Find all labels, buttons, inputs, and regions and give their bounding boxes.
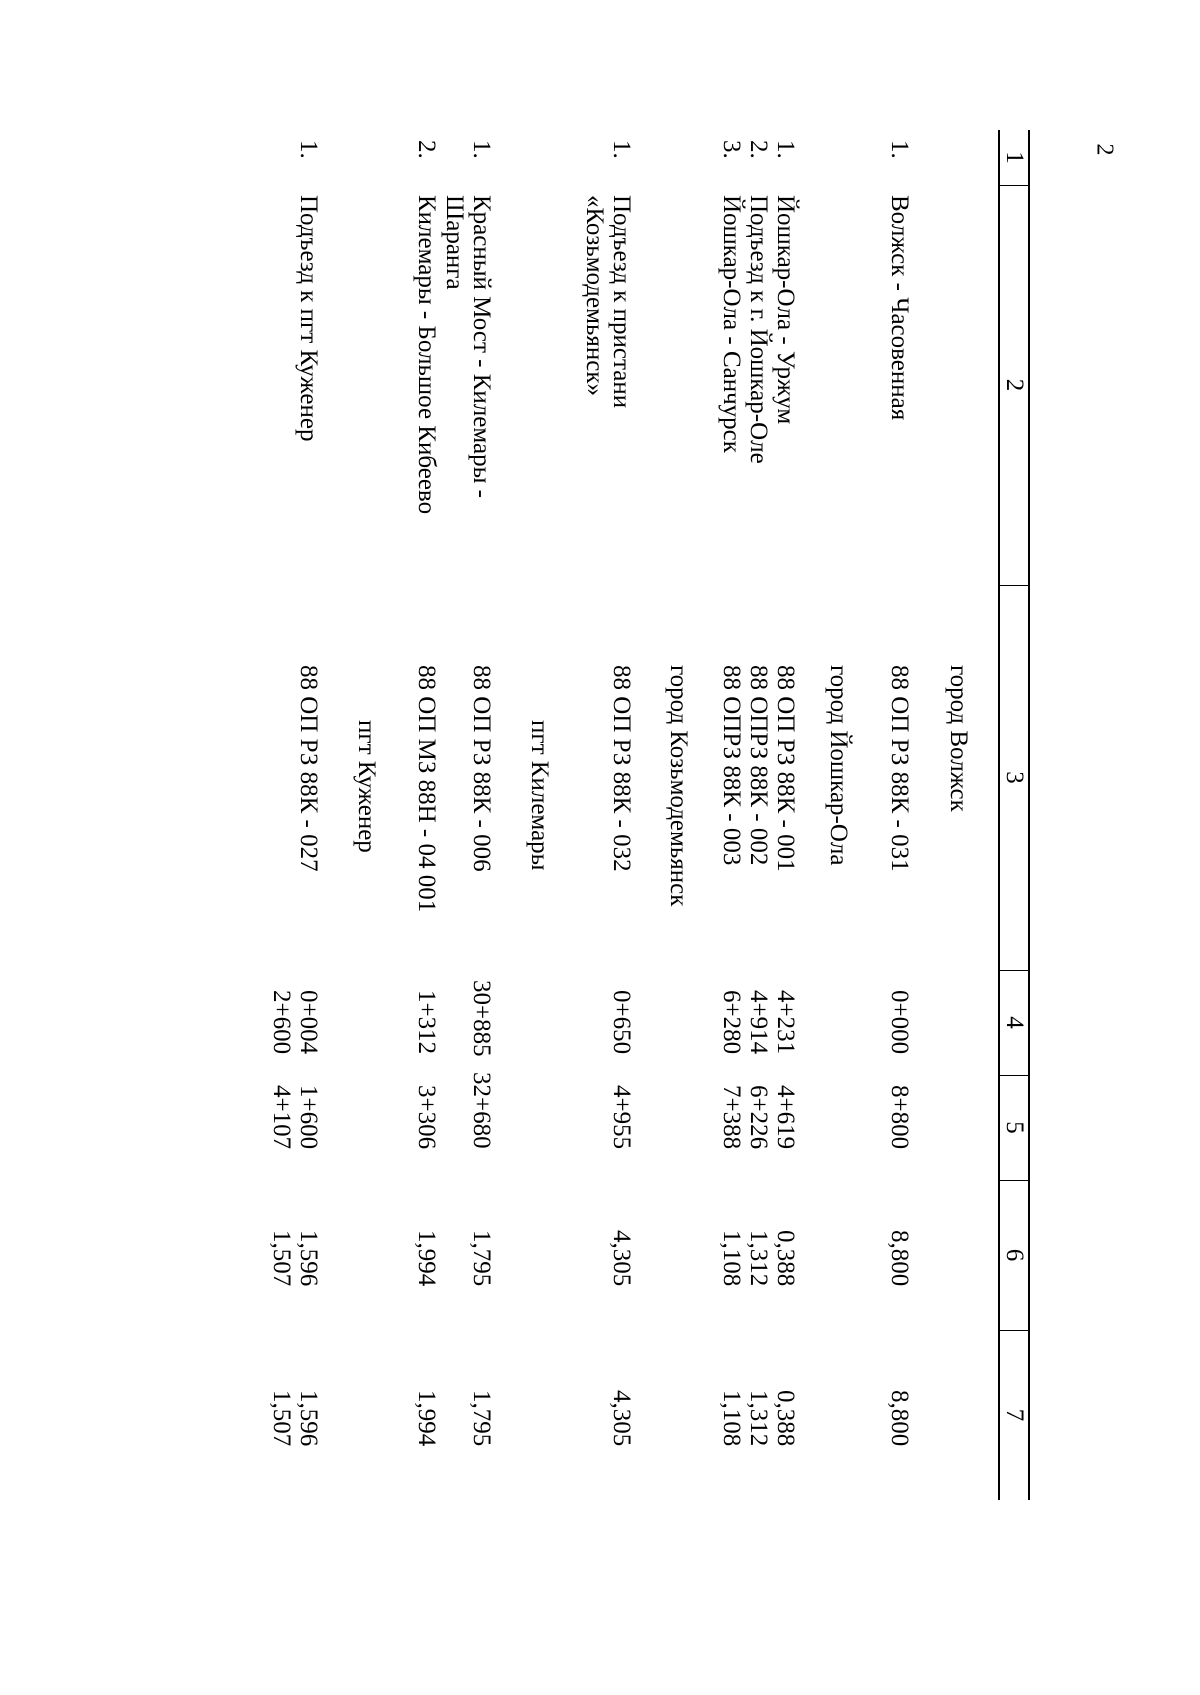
length-total: 4,305 — [608, 1390, 635, 1447]
length: 8,800 — [886, 1230, 913, 1287]
table-top-rule — [1028, 130, 1030, 1500]
km-end: 6+226 — [745, 1085, 772, 1150]
section-title: пгт Куженер — [353, 720, 380, 853]
column-number: 1 — [1001, 151, 1028, 164]
road-name: Подъезд к пгт Куженер — [295, 195, 322, 442]
length: 1,312 — [745, 1230, 772, 1287]
km-start: 4+231 — [772, 990, 799, 1055]
length-total: 1,994 — [413, 1390, 440, 1447]
length: 0,388 — [772, 1230, 799, 1287]
road-index: 88 ОП РЗ 88К - 006 — [468, 665, 495, 872]
column-number: 2 — [1001, 378, 1028, 392]
road-name: Йошкар-Ола - Уржум — [772, 195, 799, 425]
road-name: Килемары - Большое Кибеево — [413, 195, 440, 515]
row-number: 1. — [772, 140, 799, 159]
header-bottom-rule — [998, 130, 1000, 1500]
km-end: 1+600 4+107 — [268, 1085, 322, 1150]
row-number: 1. — [608, 140, 635, 159]
road-index: 88 ОП РЗ 88К - 032 — [608, 665, 635, 872]
row-number: 1. — [468, 140, 495, 159]
road-name: Подъезд к г. Йошкар-Оле — [745, 195, 772, 464]
row-number: 1. — [886, 140, 913, 159]
row-number: 1. — [295, 140, 322, 159]
row-number: 3. — [718, 140, 745, 159]
column-number: 6 — [1001, 1248, 1028, 1262]
length-total: 1,108 — [718, 1390, 745, 1447]
length-total: 0,388 — [772, 1390, 799, 1447]
roads-table — [30, 130, 1030, 1580]
column-number: 4 — [1001, 1016, 1028, 1029]
km-start: 30+885 — [468, 980, 495, 1057]
length: 4,305 — [608, 1230, 635, 1287]
road-name: Красный Мост - Килемары - Шаранга — [441, 195, 495, 498]
length-total: 1,596 1,507 — [268, 1390, 322, 1447]
column-number: 5 — [1001, 1121, 1028, 1134]
length-total: 1,795 — [468, 1390, 495, 1447]
km-start: 4+914 — [745, 990, 772, 1055]
length: 1,108 — [718, 1230, 745, 1287]
km-end: 7+388 — [718, 1085, 745, 1150]
km-end: 4+619 — [772, 1085, 799, 1150]
section-title: город Козьмодемьянск — [665, 665, 692, 907]
road-index: 88 ОП РЗ 88К - 031 — [886, 665, 913, 872]
column-number: 3 — [1001, 771, 1028, 784]
km-start: 0+004 2+600 — [268, 990, 322, 1055]
length: 1,795 — [468, 1230, 495, 1287]
page-number: 2 — [1091, 143, 1118, 156]
km-start: 6+280 — [718, 990, 745, 1055]
row-number: 2. — [413, 140, 440, 159]
length: 1,596 1,507 — [268, 1230, 322, 1287]
km-start: 0+000 — [886, 990, 913, 1055]
road-index: 88 ОП РЗ 88К - 027 — [295, 665, 322, 872]
section-title: город Волжск — [945, 665, 972, 812]
road-name: Йошкар-Ола - Санчурск — [718, 195, 745, 453]
road-name: Подъезд к пристани «Козьмодемьянск» — [581, 195, 635, 409]
length-total: 8,800 — [886, 1390, 913, 1447]
road-index: 88 ОПРЗ 88К - 002 — [745, 665, 772, 866]
section-title: пгт Килемары — [526, 720, 553, 871]
length-total: 1,312 — [745, 1390, 772, 1447]
length: 1,994 — [413, 1230, 440, 1287]
row-number: 2. — [745, 140, 772, 159]
km-end: 32+680 — [468, 1072, 495, 1149]
km-start: 0+650 — [608, 990, 635, 1055]
km-end: 8+800 — [886, 1085, 913, 1150]
km-end: 4+955 — [608, 1085, 635, 1150]
road-index: 88 ОП МЗ 88Н - 04 001 — [413, 665, 440, 913]
road-index: 88 ОП РЗ 88К - 001 — [772, 665, 799, 872]
km-end: 3+306 — [413, 1085, 440, 1150]
column-number: 7 — [1001, 1408, 1028, 1422]
road-index: 88 ОПРЗ 88К - 003 — [718, 665, 745, 866]
km-start: 1+312 — [413, 990, 440, 1055]
road-name: Волжск - Часовенная — [886, 195, 913, 421]
section-title: город Йошкар-Ола — [825, 665, 852, 866]
